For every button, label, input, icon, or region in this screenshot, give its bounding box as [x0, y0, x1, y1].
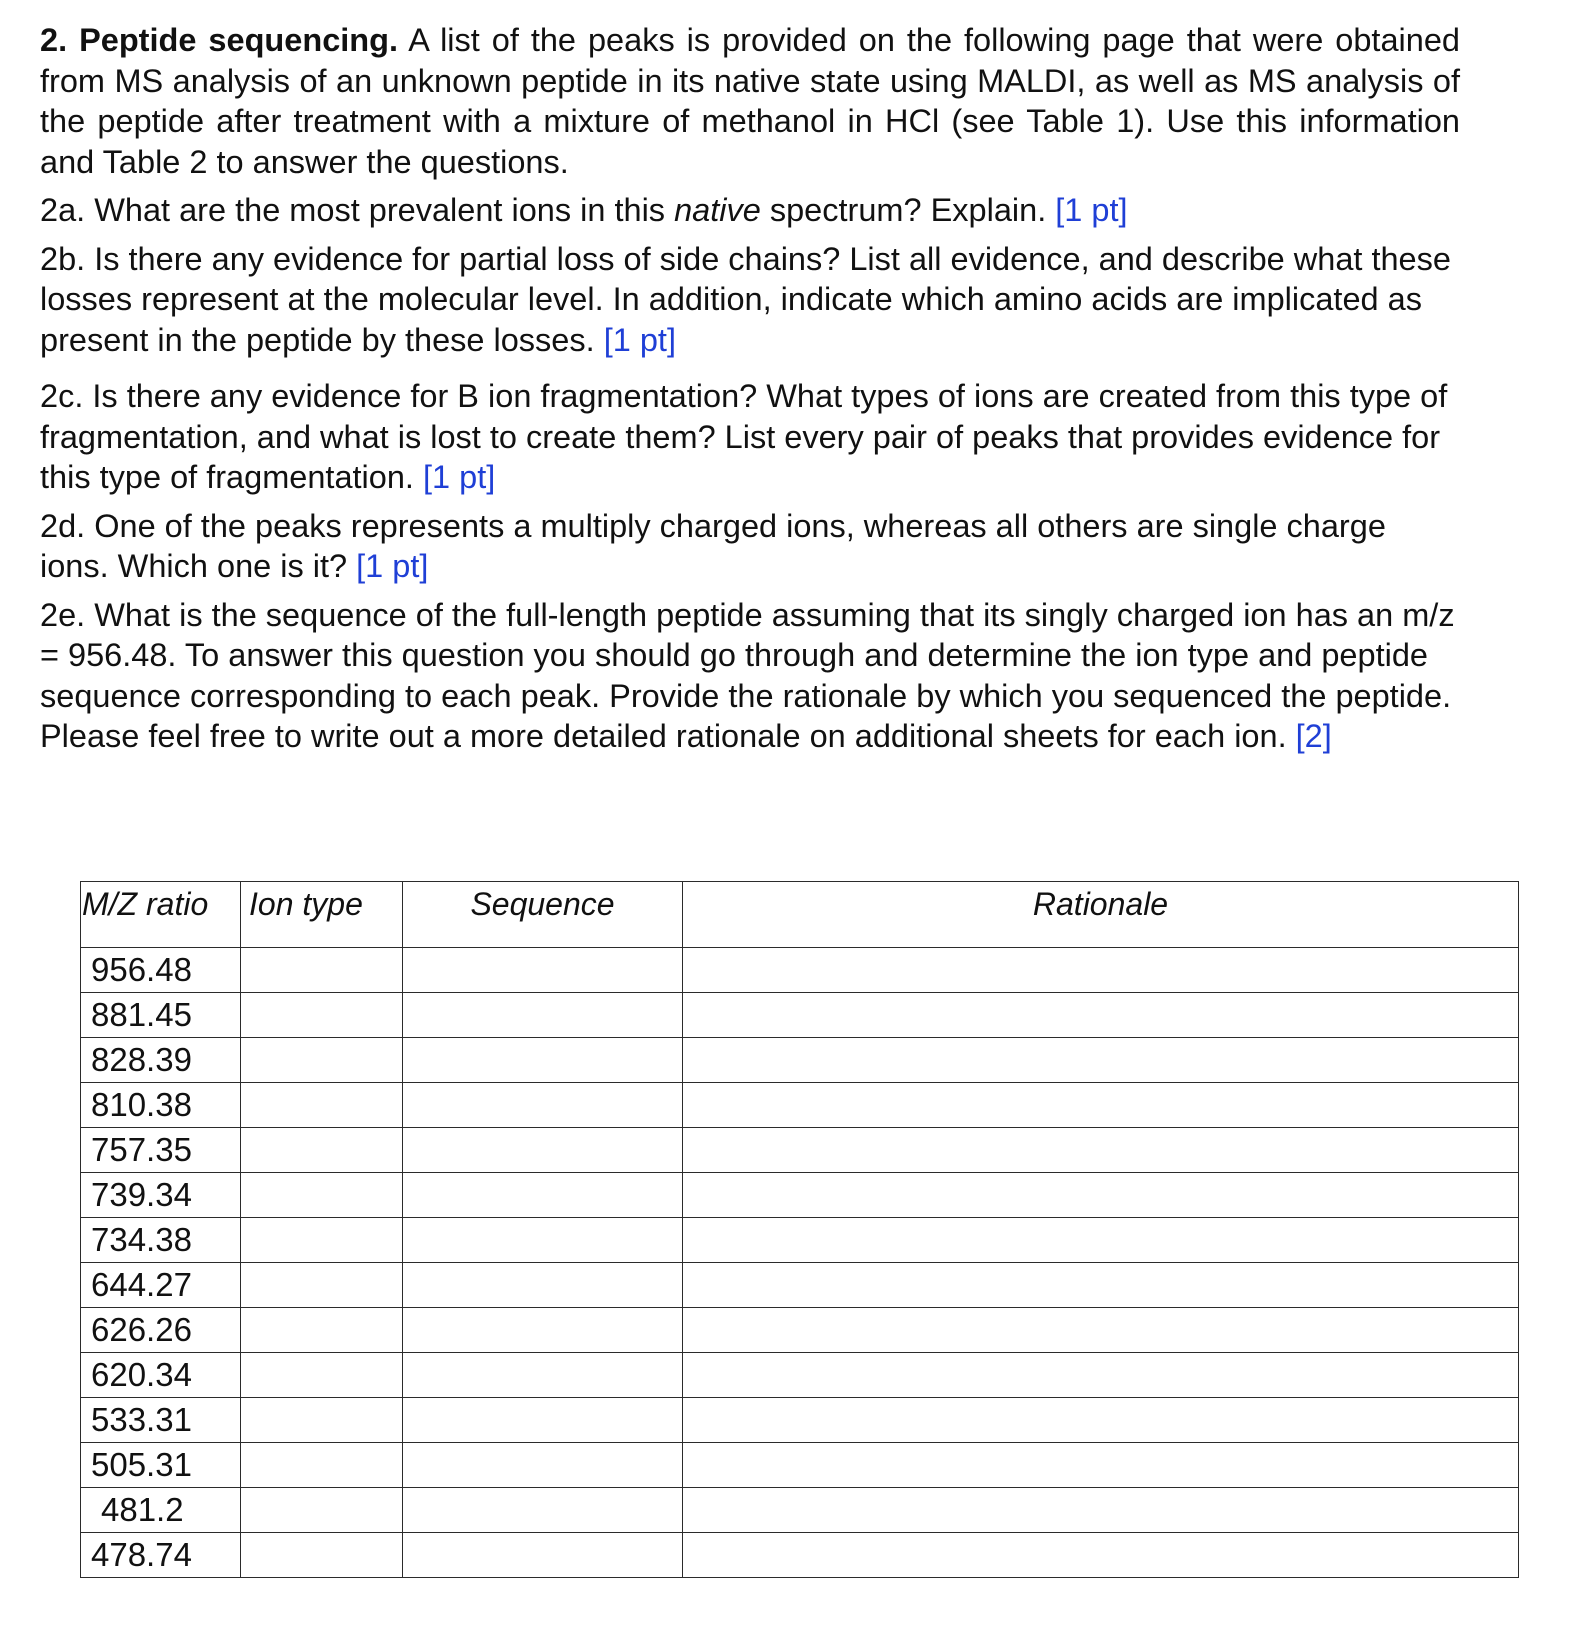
sequence-cell[interactable] — [403, 1533, 683, 1578]
points-2c: [1 pt] — [423, 459, 496, 495]
rationale-cell[interactable] — [683, 1533, 1519, 1578]
points-2b: [1 pt] — [603, 321, 676, 358]
ion-type-cell[interactable] — [241, 1038, 403, 1083]
mz-value: 757.35 — [81, 1128, 241, 1173]
sequence-cell[interactable] — [403, 1128, 683, 1173]
mz-value: 478.74 — [81, 1533, 241, 1578]
question-2a: 2a. What are the most prevalent ions in this native spectrum? Explain. [1 pt] — [40, 192, 1128, 228]
table-row — [81, 1308, 1519, 1353]
table-row — [81, 1353, 1519, 1398]
mz-value: 644.27 — [81, 1263, 241, 1308]
mz-value: 956.48 — [81, 948, 241, 993]
ion-type-cell[interactable] — [241, 1443, 403, 1488]
ion-type-cell[interactable] — [241, 993, 403, 1038]
sequence-cell[interactable] — [403, 948, 683, 993]
table-row — [81, 1218, 1519, 1263]
rationale-cell[interactable] — [683, 1218, 1519, 1263]
question-intro — [40, 20, 1460, 182]
ion-type-cell[interactable] — [241, 1308, 403, 1353]
question-title: 2. Peptide sequencing. — [40, 22, 399, 58]
ion-type-cell[interactable] — [241, 1488, 403, 1533]
question-intro-text: A list of the peaks is provided on the following page that were obtained from MS analysis of an unknown peptide in its native state using MALDI, as well as MS analysis of the peptide after treatment with a mixture of methanol in HCl (see Table 1). Use this information and Table 2 to answer the questions. — [40, 22, 1460, 180]
sequence-cell[interactable] — [403, 1038, 683, 1083]
mz-value: 481.2 — [81, 1488, 241, 1533]
question-2e: 2e. What is the sequence of the full-length peptide assuming that its singly charged ion has an m/z = 956.48. To answer this question you should go through and determine the ion type and peptide sequence corresponding to each peak. Provide the rationale by which you sequenced the peptide. Please feel free to write out a more detailed rationale on additional sheets for each ion. [2] — [40, 596, 1455, 754]
sequence-cell[interactable] — [403, 1443, 683, 1488]
mz-value: 881.45 — [81, 993, 241, 1038]
rationale-cell[interactable] — [683, 1488, 1519, 1533]
points-2d: [1 pt] — [356, 548, 429, 584]
table-row — [81, 1038, 1519, 1083]
sequence-cell[interactable] — [403, 1353, 683, 1398]
sequence-cell[interactable] — [403, 1083, 683, 1128]
points-2e: [2] — [1295, 718, 1332, 754]
question-2b: 2b. Is there any evidence for partial loss of side chains? List all evidence, and describe what these losses represent at the molecular level. In addition, indicate which amino acids are implicated as present in the peptide by these losses. [1 pt] — [40, 240, 1451, 358]
table-row — [81, 1488, 1519, 1533]
mz-value: 739.34 — [81, 1173, 241, 1218]
mz-value: 626.26 — [81, 1308, 241, 1353]
sequence-cell[interactable] — [403, 1263, 683, 1308]
sequence-cell[interactable] — [403, 993, 683, 1038]
header-ion-type: Ion type — [241, 882, 403, 948]
table-row — [81, 1128, 1519, 1173]
ion-type-cell[interactable] — [241, 1218, 403, 1263]
mz-value: 620.34 — [81, 1353, 241, 1398]
rationale-cell[interactable] — [683, 1353, 1519, 1398]
question-block — [40, 20, 1460, 757]
rationale-cell[interactable] — [683, 1083, 1519, 1128]
mz-answer-table — [80, 881, 1519, 1578]
rationale-cell[interactable] — [683, 1308, 1519, 1353]
question-2c: 2c. Is there any evidence for B ion fragmentation? What types of ions are created from this type of fragmentation, and what is lost to create them? List every pair of peaks that provides evidence for this type of fragmentation. [1 pt] — [40, 378, 1448, 495]
sequence-cell[interactable] — [403, 1308, 683, 1353]
sequence-cell[interactable] — [403, 1398, 683, 1443]
question-2d: 2d. One of the peaks represents a multiply charged ions, whereas all others are single charge ions. Which one is it? [1 pt] — [40, 507, 1386, 584]
ion-type-cell[interactable] — [241, 1083, 403, 1128]
mz-value: 505.31 — [81, 1443, 241, 1488]
sequence-cell[interactable] — [403, 1218, 683, 1263]
mz-value: 533.31 — [81, 1398, 241, 1443]
table-row — [81, 993, 1519, 1038]
mz-value: 828.39 — [81, 1038, 241, 1083]
sequence-cell[interactable] — [403, 1488, 683, 1533]
ion-type-cell[interactable] — [241, 1533, 403, 1578]
header-rationale: Rationale — [683, 882, 1519, 948]
ion-type-cell[interactable] — [241, 1353, 403, 1398]
table-row — [81, 1263, 1519, 1308]
rationale-cell[interactable] — [683, 1263, 1519, 1308]
points-2a: [1 pt] — [1055, 192, 1128, 228]
rationale-cell[interactable] — [683, 948, 1519, 993]
rationale-cell[interactable] — [683, 1038, 1519, 1083]
rationale-cell[interactable] — [683, 993, 1519, 1038]
ion-type-cell[interactable] — [241, 1263, 403, 1308]
sequence-cell[interactable] — [403, 1173, 683, 1218]
mz-value: 734.38 — [81, 1218, 241, 1263]
rationale-cell[interactable] — [683, 1443, 1519, 1488]
table-row — [81, 1443, 1519, 1488]
ion-type-cell[interactable] — [241, 1173, 403, 1218]
table-row — [81, 1083, 1519, 1128]
table-header-row — [81, 882, 1519, 948]
ion-type-cell[interactable] — [241, 1128, 403, 1173]
ion-type-cell[interactable] — [241, 1398, 403, 1443]
ion-type-cell[interactable] — [241, 948, 403, 993]
rationale-cell[interactable] — [683, 1128, 1519, 1173]
header-mz-ratio: M/Z ratio — [81, 882, 241, 948]
table-row — [81, 1398, 1519, 1443]
emphasis-native: native — [674, 192, 761, 228]
table-row — [81, 948, 1519, 993]
rationale-cell[interactable] — [683, 1173, 1519, 1218]
table-row — [81, 1533, 1519, 1578]
mz-value: 810.38 — [81, 1083, 241, 1128]
table-row — [81, 1173, 1519, 1218]
rationale-cell[interactable] — [683, 1398, 1519, 1443]
header-sequence: Sequence — [403, 882, 683, 948]
